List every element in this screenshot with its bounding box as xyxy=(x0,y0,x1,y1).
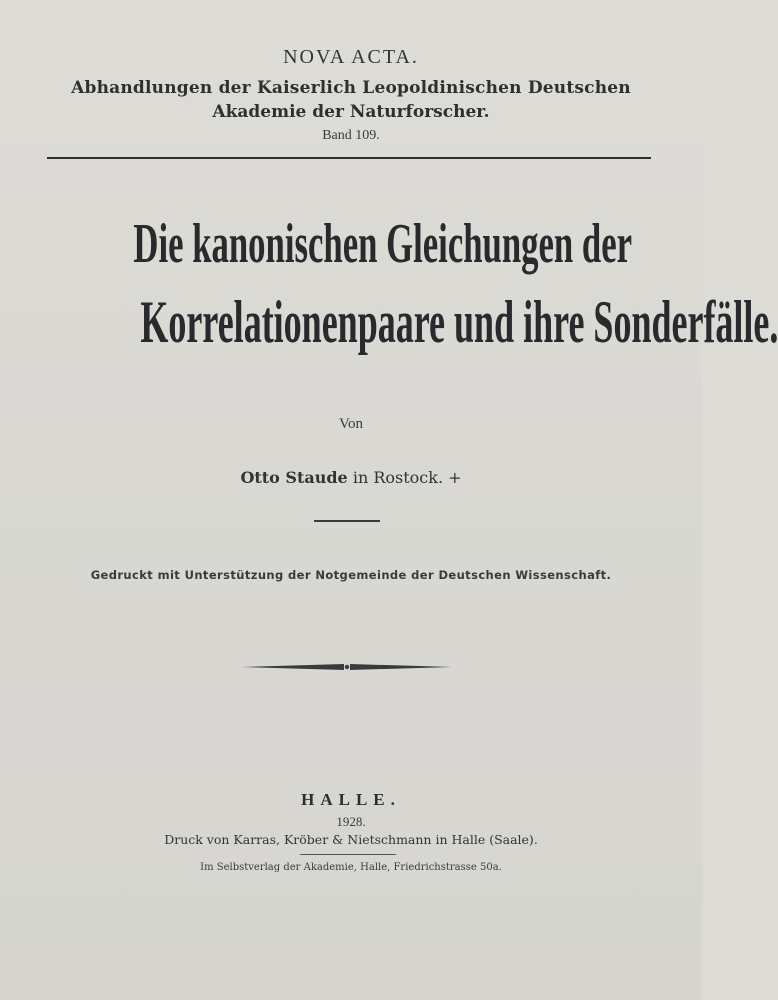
header-rule xyxy=(47,157,651,159)
work-title-line-1: Die kanonischen Gleichungen der xyxy=(133,213,633,275)
series-title: NOVA ACTA. xyxy=(283,46,419,68)
imprint-city: HALLE. xyxy=(301,790,401,809)
byline-von: Von xyxy=(339,416,363,432)
author-place: in Rostock. + xyxy=(352,468,462,487)
imprint-publisher: Im Selbstverlag der Akademie, Halle, Friedrichstrasse 50a. xyxy=(200,862,502,873)
imprint-printer: Druck von Karras, Kröber & Nietschmann in Halle (Saale). xyxy=(164,832,538,847)
academy-name-line-2: Akademie der Naturforscher. xyxy=(212,102,490,122)
imprint-rule xyxy=(300,854,396,855)
author-name: Otto Staude xyxy=(240,468,348,487)
academy-name-line-1: Abhandlungen der Kaiserlich Leopoldinischen Deutschen xyxy=(71,78,631,98)
work-title-line-2: Korrelationenpaare und ihre Sonderfälle. xyxy=(140,289,778,355)
imprint-year: 1928. xyxy=(336,814,366,829)
support-note: Gedruckt mit Unterstützung der Notgemeinde der Deutschen Wissenschaft. xyxy=(90,568,612,582)
author-line xyxy=(0,468,702,487)
volume-number: Band 109. xyxy=(322,128,380,143)
byline-rule xyxy=(314,520,380,522)
ornament-rule xyxy=(240,662,454,672)
